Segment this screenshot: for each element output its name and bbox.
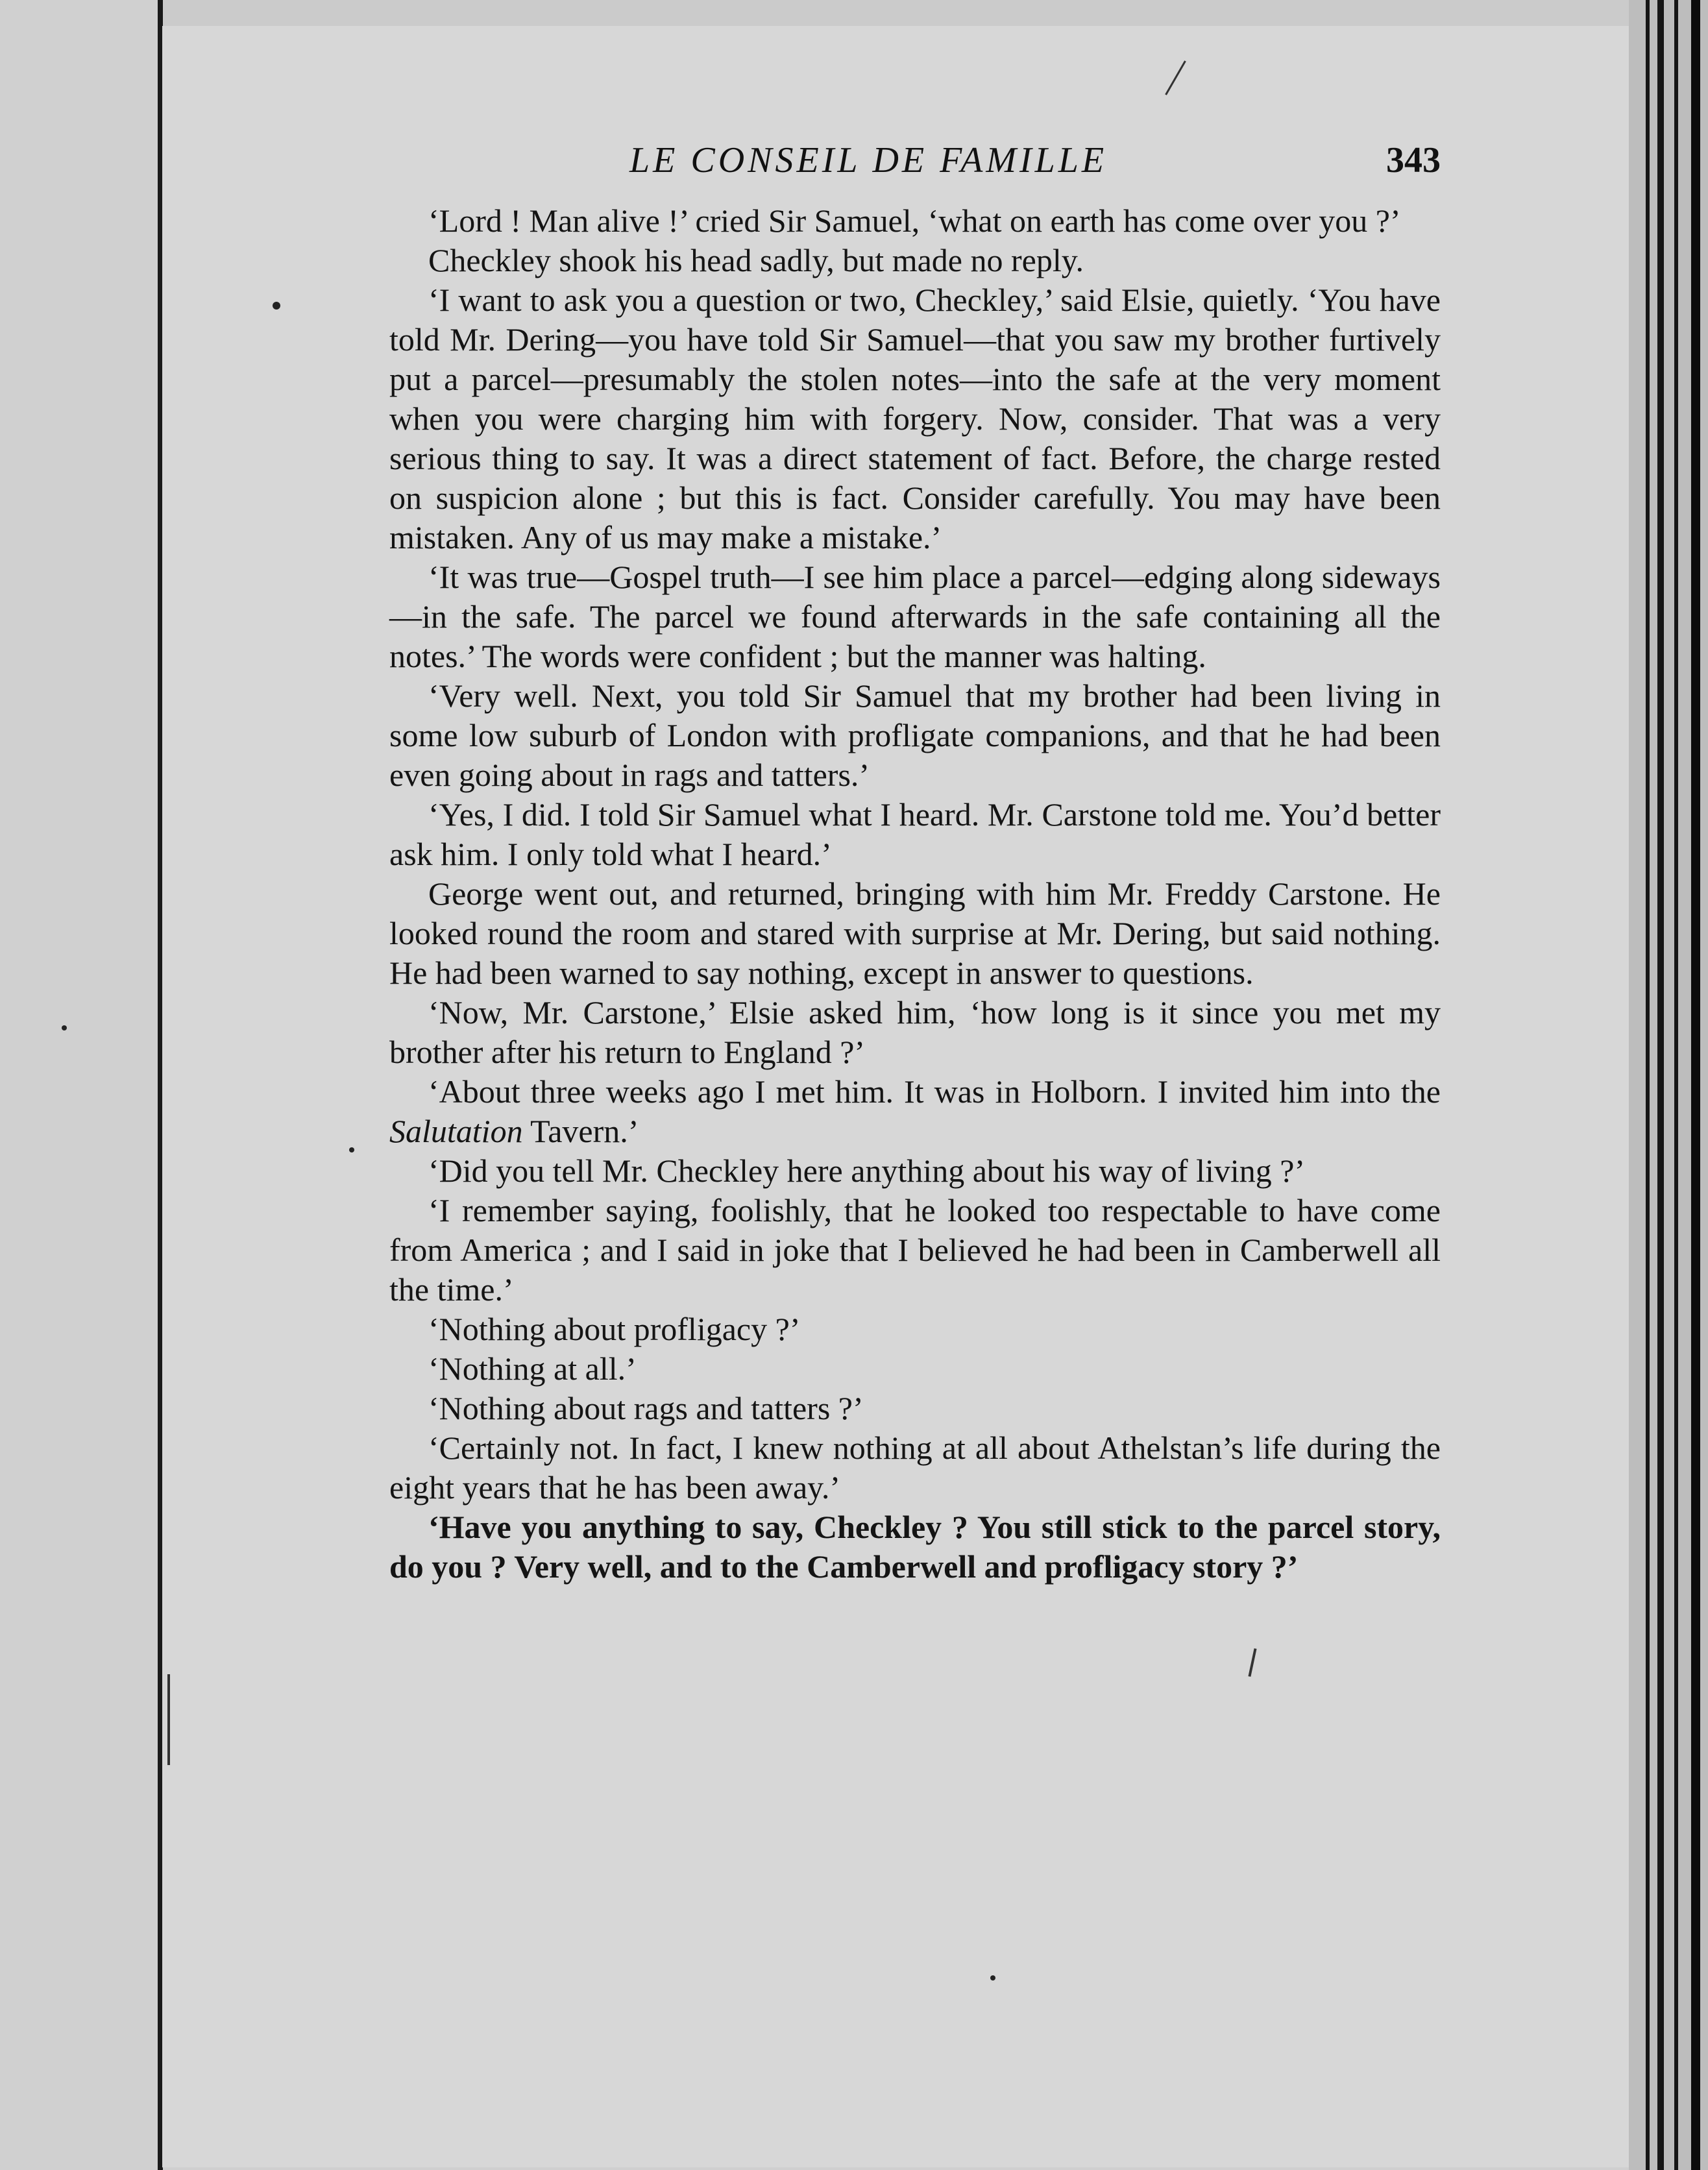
paragraph-text: ‘About three weeks ago I met him. It was in Holborn. I invited him into the — [428, 1073, 1441, 1110]
paragraph: ‘Yes, I did. I told Sir Samuel what I heard. Mr. Carstone told me. You’d better ask him. I only told what I heard.’ — [389, 796, 1441, 872]
scan-speck — [349, 1147, 354, 1152]
body-text — [389, 201, 1441, 1587]
paragraph: ‘Have you anything to say, Checkley ? You still stick to the parcel story, do you ? Very well, and to the Camberwell and profligacy story ?’ — [389, 1509, 1441, 1585]
paragraph: ‘I want to ask you a question or two, Checkley,’ said Elsie, quietly. ‘You have told Mr. Dering—you have told Sir Samuel—that you saw my brother furtively put a parcel—presumably the stolen notes—into the safe at the very moment when you were charging him with forgery. Now, consider. That was a very serious thing to say. It was a direct statement of fact. Before, the charge rested on suspicion alone ; but this is fact. Consider carefully. You may have been mistaken. Any of us may make a mistake.’ — [389, 282, 1441, 555]
paragraph: ‘Now, Mr. Carstone,’ Elsie asked him, ‘how long is it since you met my brother after his return to England ?’ — [389, 994, 1441, 1070]
right-page-edge — [1629, 0, 1708, 2170]
paragraph: ‘Nothing about rags and tatters ?’ — [428, 1390, 864, 1426]
paragraph: ‘Nothing at all.’ — [428, 1350, 637, 1387]
paragraph: ‘I remember saying, foolishly, that he looked too respectable to have come from America ; and I said in joke that I believed he had been in Camberwell all the time.’ — [389, 1192, 1441, 1308]
paragraph-text: Tavern.’ — [522, 1113, 639, 1149]
paragraph: ‘Lord ! Man alive !’ cried Sir Samuel, ‘what on earth has come over you ?’ — [428, 202, 1401, 239]
paragraph: ‘Nothing about profligacy ?’ — [428, 1311, 801, 1347]
paragraph — [389, 1072, 1441, 1151]
running-title: LE CONSEIL DE FAMILLE — [629, 140, 1108, 180]
paragraph: ‘It was true—Gospel truth—I see him place a parcel—edging along sideways—in the safe. The parcel we found afterwards in the safe containing all the notes.’ The words were confident ; but the manner was halting. — [389, 559, 1441, 674]
scan-speck — [990, 1975, 995, 1981]
tavern-name: Salutation — [389, 1113, 523, 1149]
page-number: 343 — [1386, 140, 1441, 180]
scan-speck — [273, 302, 280, 310]
left-margin — [0, 0, 162, 2170]
top-margin — [0, 0, 1708, 26]
paragraph: George went out, and returned, bringing with him Mr. Freddy Carstone. He looked round the room and stared with surprise at Mr. Dering, but said nothing. He had been warned to say nothing, except in answer to questions. — [389, 875, 1441, 991]
paragraph: ‘Certainly not. In fact, I knew nothing at all about Athelstan’s life during the eight years that he has been away.’ — [389, 1430, 1441, 1506]
scan-scratch — [167, 1674, 170, 1765]
scan-speck — [62, 1025, 67, 1030]
paragraph: Checkley shook his head sadly, but made no reply. — [428, 242, 1084, 278]
paragraph: ‘Did you tell Mr. Checkley here anything about his way of living ?’ — [428, 1152, 1306, 1189]
running-header — [389, 133, 1441, 191]
paragraph: ‘Very well. Next, you told Sir Samuel that my brother had been living in some low suburb of London with profligate companions, and that he had been even going about in rags and tatters.’ — [389, 677, 1441, 793]
